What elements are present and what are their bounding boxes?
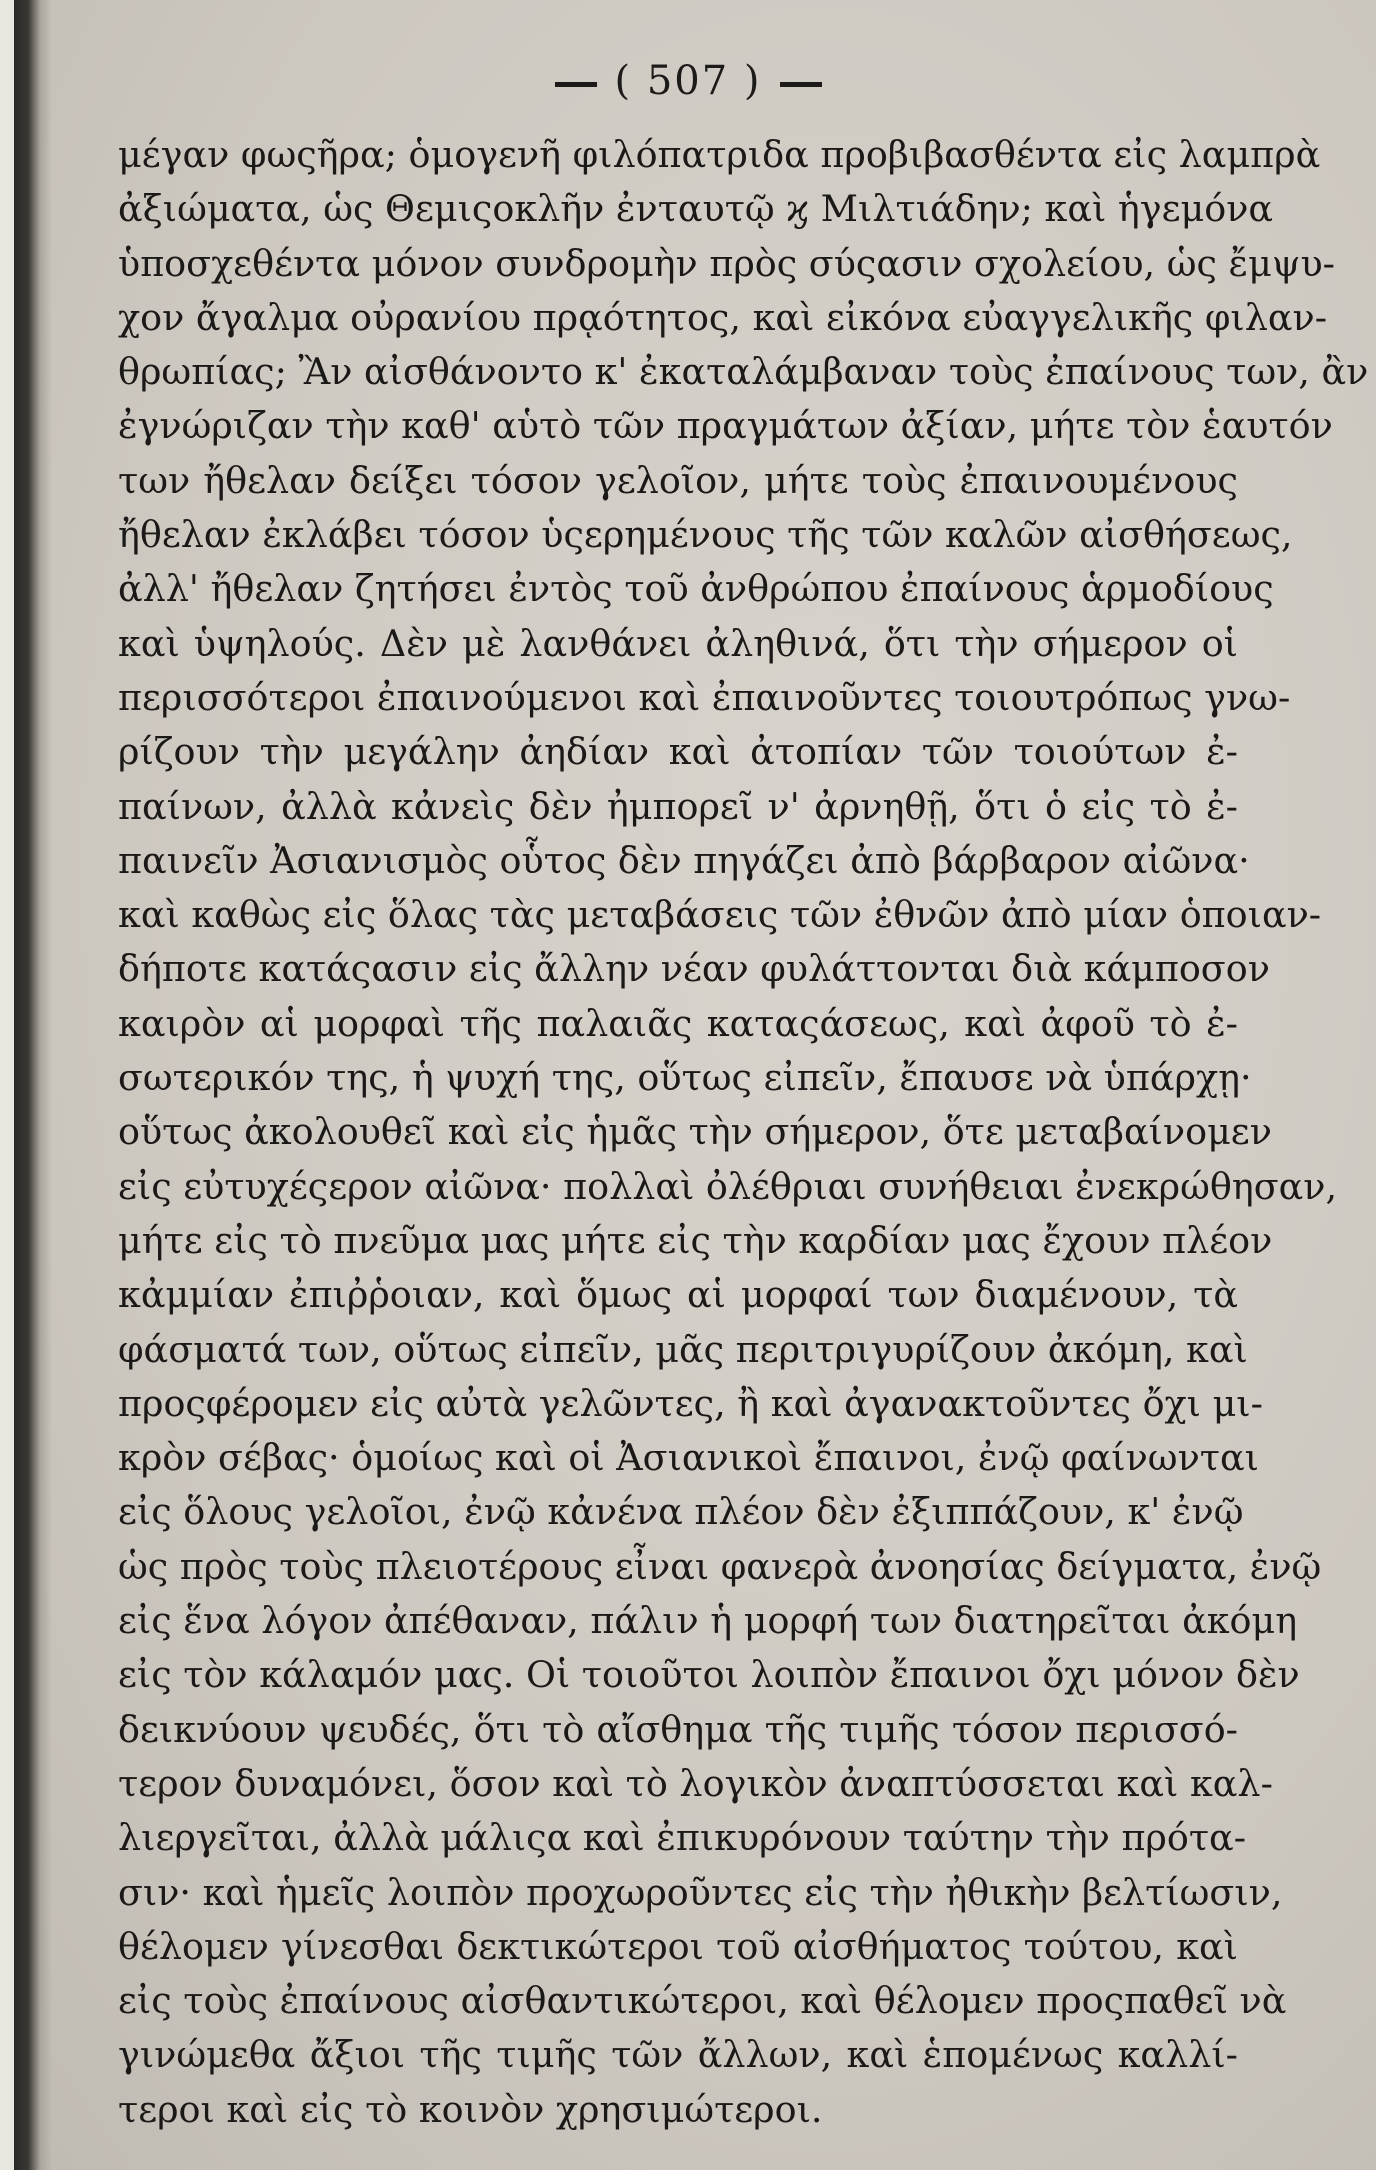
text-line: σιν· καὶ ἡμεῖς λοιπὸν προχωροῦντες εἰς τὴν ἠθικὴν βελτίωσιν,	[118, 1870, 1283, 1914]
text-line: ἀξιώματα, ὡς Θεμιςοκλῆν ἐνταυτῷ ϗ Μιλτιάδην; καὶ ἡγεμόνα	[118, 187, 1274, 231]
text-line: παίνων, ἀλλὰ κἀνεὶς δὲν ἠμπορεῖ ν' ἀρνηθῇ, ὅτι ὁ εἰς τὸ ἐ-	[118, 784, 1238, 828]
text-line: κρὸν σέβας· ὁμοίως καὶ οἱ Ἀσιανικοὶ ἔπαινοι, ἐνῷ φαίνωνται	[118, 1436, 1259, 1480]
text-line: ὑποσχεθέντα μόνον συνδρομὴν πρὸς σύςασιν σχολείου, ὡς ἔμψυ-	[118, 241, 1336, 285]
text-line: ρίζουν τὴν μεγάλην ἀηδίαν καὶ ἀτοπίαν τῶν τοιούτων ἐ-	[118, 730, 1238, 774]
text-line: εἰς τὸν κάλαμόν μας. Οἱ τοιοῦτοι λοιπὸν ἔπαινοι ὄχι μόνον δὲν	[118, 1653, 1300, 1697]
text-line: φάσματά των, οὕτως εἰπεῖν, μᾶς περιτριγυρίζουν ἀκόμη, καὶ	[118, 1327, 1248, 1371]
text-line: ὡς πρὸς τοὺς πλειοτέρους εἶναι φανερὰ ἀνοησίας δείγματα, ἐνῷ	[118, 1544, 1322, 1588]
text-line: προςφέρομεν εἰς αὐτὰ γελῶντες, ἢ καὶ ἀγανακτοῦντες ὄχι μι-	[118, 1381, 1263, 1425]
text-line: καιρὸν αἱ μορφαὶ τῆς παλαιᾶς καταςάσεως, καὶ ἀφοῦ τὸ ἐ-	[118, 1001, 1238, 1045]
body-text	[118, 128, 1369, 2137]
text-line: οὕτως ἀκολουθεῖ καὶ εἰς ἡμᾶς τὴν σήμερον, ὅτε μεταβαίνομεν	[118, 1110, 1272, 1154]
text-line: τεροι καὶ εἰς τὸ κοινὸν χρησιμώτεροι.	[118, 2087, 823, 2131]
text-line: θρωπίας; Ἂν αἰσθάνοντο κ' ἐκαταλάμβαναν τοὺς ἐπαίνους των, ἂν	[118, 350, 1369, 394]
header-dash-left	[555, 82, 597, 87]
text-line: καὶ καθὼς εἰς ὅλας τὰς μεταβάσεις τῶν ἐθνῶν ἀπὸ μίαν ὁποιαν-	[118, 893, 1322, 937]
page-gutter-shadow	[0, 0, 52, 2170]
text-line: εἰς ὅλους γελοῖοι, ἐνῷ κἀνένα πλέον δὲν ἐξιππάζουν, κ' ἐνῷ	[118, 1490, 1244, 1534]
text-line: μέγαν φωςῆρα; ὁμογενῆ φιλόπατριδα προβιβασθέντα εἰς λαμπρὰ	[118, 133, 1321, 176]
page-number: ( 507 )	[614, 58, 762, 104]
text-line: ἤθελαν ἐκλάβει τόσον ὑςερημένους τῆς τῶν καλῶν αἰσθήσεως,	[118, 513, 1293, 557]
text-line: παινεῖν Ἀσιανισμὸς οὗτος δὲν πηγάζει ἀπὸ βάρβαρον αἰῶνα·	[118, 838, 1250, 882]
text-line: σωτερικόν της, ἡ ψυχή της, οὕτως εἰπεῖν, ἔπαυσε νὰ ὑπάρχῃ·	[118, 1056, 1252, 1100]
text-line: εἰς τοὺς ἐπαίνους αἰσθαντικώτεροι, καὶ θέλομεν προςπαθεῖ νὰ	[118, 1979, 1287, 2023]
text-line: λιεργεῖται, ἀλλὰ μάλιςα καὶ ἐπικυρόνουν ταύτην τὴν πρότα-	[118, 1816, 1247, 1860]
text-line: περισσότεροι ἐπαινούμενοι καὶ ἐπαινοῦντες τοιουτρόπως γνω-	[118, 675, 1291, 719]
text-line: εἰς εὐτυχέςερον αἰῶνα· πολλαὶ ὀλέθριαι συνήθειαι ἐνεκρώθησαν,	[118, 1164, 1338, 1208]
text-line: των ἤθελαν δείξει τόσον γελοῖον, μήτε τοὺς ἐπαινουμένους	[118, 458, 1238, 502]
text-line: δήποτε κατάςασιν εἰς ἄλλην νέαν φυλάττονται διὰ κάμποσον	[118, 947, 1270, 991]
text-line: γινώμεθα ἄξιοι τῆς τιμῆς τῶν ἄλλων, καὶ ἑπομένως καλλί-	[118, 2033, 1238, 2077]
text-line: δεικνύουν ψευδές, ὅτι τὸ αἴσθημα τῆς τιμῆς τόσον περισσό-	[118, 1707, 1238, 1751]
text-line: ἐγνώριζαν τὴν καθ' αὑτὸ τῶν πραγμάτων ἀξίαν, μήτε τὸν ἑαυτόν	[118, 404, 1333, 448]
text-line: χον ἄγαλμα οὐρανίου πρᾳότητος, καὶ εἰκόνα εὐαγγελικῆς φιλαν-	[118, 295, 1328, 339]
header-dash-right	[780, 82, 822, 87]
text-line: ἀλλ' ἤθελαν ζητήσει ἐντὸς τοῦ ἀνθρώπου ἐπαίνους ἁρμοδίους	[118, 567, 1274, 611]
text-line: καὶ ὑψηλούς. Δὲν μὲ λανθάνει ἀληθινά, ὅτι τὴν σήμερον οἱ	[118, 621, 1238, 665]
text-line: εἰς ἕνα λόγον ἀπέθαναν, πάλιν ἡ μορφή των διατηρεῖται ἀκόμη	[118, 1599, 1298, 1643]
text-line: κἀμμίαν ἐπιῤῥοιαν, καὶ ὅμως αἱ μορφαί των διαμένουν, τὰ	[118, 1273, 1238, 1317]
text-line: μήτε εἰς τὸ πνεῦμα μας μήτε εἰς τὴν καρδίαν μας ἔχουν πλέον	[118, 1218, 1273, 1262]
text-line: θέλομεν γίνεσθαι δεκτικώτεροι τοῦ αἰσθήματος τούτου, καὶ	[118, 1924, 1238, 1968]
page-header	[0, 58, 1376, 104]
text-line: τερον δυναμόνει, ὅσον καὶ τὸ λογικὸν ἀναπτύσσεται καὶ καλ-	[118, 1761, 1273, 1805]
